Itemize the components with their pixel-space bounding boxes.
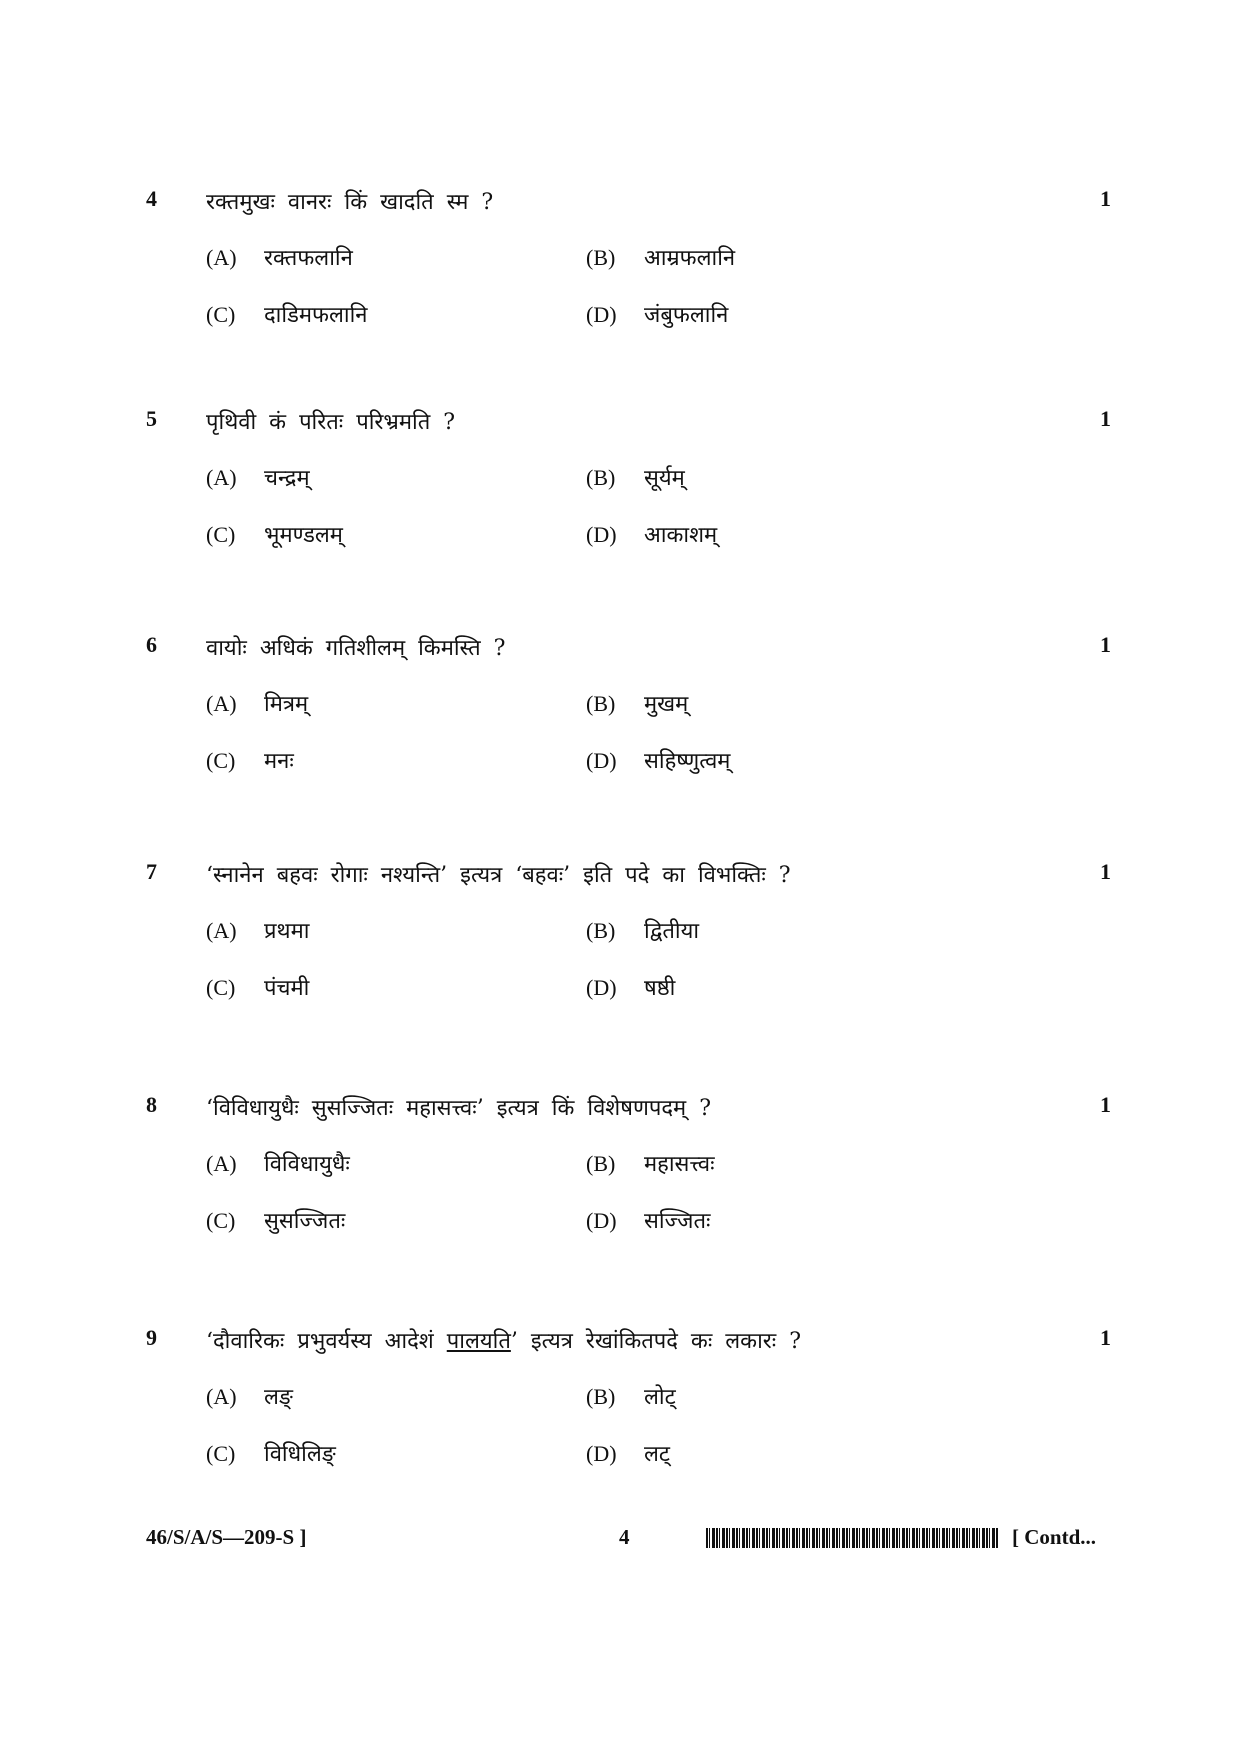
- question-number: 4: [146, 186, 157, 211]
- option-text: सहिष्णुत्वम्: [644, 749, 731, 774]
- option-d[interactable]: [586, 1205, 710, 1235]
- option-d[interactable]: [586, 299, 728, 329]
- option-label: (B): [586, 245, 616, 270]
- option-text: सूर्यम्: [644, 466, 685, 491]
- option-label: (A): [206, 1151, 237, 1176]
- option-a[interactable]: [206, 1148, 350, 1178]
- option-a[interactable]: [206, 1381, 293, 1411]
- option-c[interactable]: [206, 299, 368, 329]
- option-label: (D): [586, 1441, 617, 1466]
- option-c[interactable]: [206, 972, 309, 1002]
- option-a[interactable]: [206, 462, 310, 492]
- option-text: द्वितीया: [644, 919, 700, 944]
- question-number: 7: [146, 859, 157, 884]
- option-text: दाडिमफलानि: [264, 303, 368, 328]
- option-b[interactable]: [586, 462, 685, 492]
- option-c[interactable]: [206, 1438, 336, 1468]
- question-number: 5: [146, 406, 157, 431]
- option-text: महासत्त्वः: [644, 1152, 715, 1177]
- option-text: चन्द्रम्: [264, 466, 310, 491]
- question-number: 8: [146, 1092, 157, 1117]
- question-text: ‘स्नानेन बहवः रोगाः नश्यन्ति’ इत्यत्र ‘बहवः’ इति पदे का विभक्तिः ?: [206, 863, 791, 888]
- option-c[interactable]: [206, 745, 294, 775]
- option-label: (D): [586, 748, 617, 773]
- option-label: (D): [586, 302, 617, 327]
- barcode: [706, 1528, 998, 1548]
- underlined-word: पालयति: [446, 1329, 511, 1354]
- option-b[interactable]: [586, 242, 735, 272]
- question-number: 6: [146, 632, 157, 657]
- option-label: (A): [206, 1384, 237, 1409]
- option-b[interactable]: [586, 1381, 676, 1411]
- option-text: पंचमी: [264, 976, 310, 1001]
- question-marks: 1: [1100, 1325, 1111, 1350]
- option-b[interactable]: [586, 1148, 715, 1178]
- option-text: आम्रफलानि: [644, 246, 736, 271]
- option-d[interactable]: [586, 519, 717, 549]
- continued-label: [ Contd...: [1012, 1525, 1097, 1549]
- option-label: (C): [206, 748, 236, 773]
- question-text: ‘विविधायुधैः सुसज्जितः महासत्त्वः’ इत्यत्र किं विशेषणपदम् ?: [206, 1096, 711, 1121]
- option-text: षष्ठी: [644, 976, 676, 1001]
- option-label: (B): [586, 465, 616, 490]
- option-text: मुखम्: [644, 692, 689, 717]
- option-label: (D): [586, 522, 617, 547]
- option-text: लङ्: [264, 1385, 293, 1410]
- option-label: (A): [206, 245, 237, 270]
- question-text: पृथिवी कं परितः परिभ्रमति ?: [206, 410, 456, 435]
- question-marks: 1: [1100, 632, 1111, 657]
- question-text-part: ‘दौवारिकः प्रभुवर्यस्य आदेशं: [206, 1329, 447, 1354]
- option-a[interactable]: [206, 915, 309, 945]
- option-label: (C): [206, 1441, 236, 1466]
- option-text: लट्: [644, 1442, 671, 1467]
- question-marks: 1: [1100, 1092, 1111, 1117]
- option-label: (A): [206, 465, 237, 490]
- option-c[interactable]: [206, 1205, 345, 1235]
- question-text: [206, 1325, 801, 1355]
- option-label: (C): [206, 522, 236, 547]
- option-label: (B): [586, 918, 616, 943]
- option-text: भूमण्डलम्: [264, 523, 343, 548]
- option-text: सुसज्जितः: [264, 1209, 346, 1234]
- question-marks: 1: [1100, 859, 1111, 884]
- option-label: (B): [586, 1151, 616, 1176]
- option-text: विविधायुधैः: [264, 1152, 350, 1177]
- option-d[interactable]: [586, 972, 675, 1002]
- option-label: (B): [586, 691, 616, 716]
- page-number: 4: [619, 1525, 630, 1549]
- option-b[interactable]: [586, 688, 688, 718]
- option-a[interactable]: [206, 688, 308, 718]
- question-number: 9: [146, 1325, 157, 1350]
- question-text: रक्तमुखः वानरः किं खादति स्म ?: [206, 190, 494, 215]
- option-label: (C): [206, 1208, 236, 1233]
- option-text: आकाशम्: [644, 523, 718, 548]
- option-text: सज्जितः: [644, 1209, 711, 1234]
- option-text: मनः: [264, 749, 294, 774]
- option-d[interactable]: [586, 745, 730, 775]
- paper-code: 46/S/A/S—209-S ]: [146, 1525, 307, 1549]
- option-text: लोट्: [644, 1385, 676, 1410]
- option-text: प्रथमा: [264, 919, 310, 944]
- option-label: (A): [206, 691, 237, 716]
- question-text-part: ’ इत्यत्र रेखांकितपदे कः लकारः ?: [510, 1329, 801, 1354]
- option-text: जंबुफलानि: [644, 303, 729, 328]
- question-marks: 1: [1100, 186, 1111, 211]
- option-label: (D): [586, 975, 617, 1000]
- option-text: मित्रम्: [264, 692, 309, 717]
- option-text: विधिलिङ्: [264, 1442, 336, 1467]
- option-text: रक्तफलानि: [264, 246, 353, 271]
- option-b[interactable]: [586, 915, 699, 945]
- option-label: (B): [586, 1384, 616, 1409]
- question-marks: 1: [1100, 406, 1111, 431]
- option-label: (D): [586, 1208, 617, 1233]
- option-c[interactable]: [206, 519, 343, 549]
- option-label: (C): [206, 302, 236, 327]
- option-label: (A): [206, 918, 237, 943]
- option-a[interactable]: [206, 242, 353, 272]
- option-d[interactable]: [586, 1438, 670, 1468]
- question-text: वायोः अधिकं गतिशीलम् किमस्ति ?: [206, 636, 506, 661]
- option-label: (C): [206, 975, 236, 1000]
